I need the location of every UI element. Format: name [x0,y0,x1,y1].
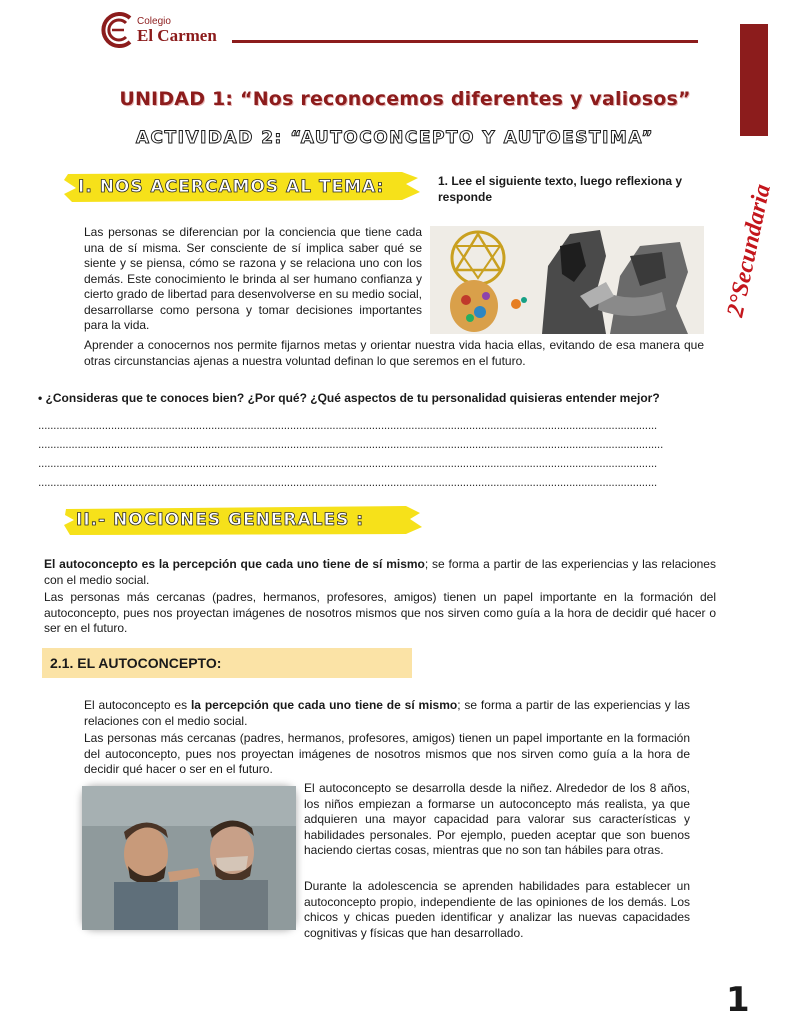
answer-line-3[interactable]: ............................................................................................................................................................................................................ [38,456,657,470]
page-number: 1 [726,980,750,1020]
unit-title: UNIDAD 1: “Nos reconocemos diferentes y valiosos” [119,88,691,110]
intro-paragraph: Las personas se diferencian por la conciencia que tiene cada una de sí misma. Ser consciente de sí implica saber qué se siente y se piensa, cómo se razona y se relaciona uno con los demás. Este conocimiento le brinda al ser humano confianza y cierto grado de libertad para desenvolverse en su medio social, desarrollarse como persona y tomar decisiones importantes para la vida. [84,225,422,332]
subsection-p1-start: El autoconcepto es [84,698,191,712]
subsection-p1-bold: la percepción que cada uno tiene de sí mismo [190,698,458,712]
section-heading-1 [62,170,422,204]
logo-school-name: El Carmen [137,26,217,45]
section-heading-2-label: II.- NOCIONES GENERALES : [76,510,365,530]
section-heading-1-label: I. NOS ACERCAMOS AL TEMA: [78,177,385,197]
mirror-portrait-photo [82,786,296,930]
answer-line-2[interactable]: .............................................................................................................................................................................................................. [38,437,664,451]
subsection-heading-label: 2.1. EL AUTOCONCEPTO: [50,655,222,671]
reflection-question: • ¿Consideras que te conoces bien? ¿Por qué? ¿Qué aspectos de tu personalidad quisieras entender mejor? [38,391,660,405]
reading-instruction: 1. Lee el siguiente texto, luego reflexiona y responde [438,174,683,204]
subsection-paragraph-4: Durante la adolescencia se aprenden habilidades para establecer un autoconcepto propio, independiente de las opiniones de los demás. Los chicos y chicas pueden identificar y analizar las nuevas capacidades cognitivas y físicas que han desarrollado. [304,879,690,940]
logo-subtitle: Colegio [137,16,171,27]
subsection-heading [42,648,412,678]
definition-paragraph [44,557,716,588]
subsection-paragraph-3: El autoconcepto se desarrolla desde la niñez. Alrededor de los 8 años, los niños empiezan a formarse un autoconcepto más realista, ya que adquieren una mayor capacidad para valorar sus características y habilidades personales. Por ejemplo, pueden aceptar que son buenos haciendo ciertas cosas, mientras que no son tan hábiles para otras. [304,781,690,857]
subsection-paragraph-1 [84,698,690,729]
definition-bold: El autoconcepto es la percepción que cada uno tiene de sí mismo [44,557,425,571]
subsection-p1-rest: ; se forma a partir de las experiencias y las relaciones con el medio social. [84,698,691,728]
logo-c-icon [100,10,136,50]
definition-paragraph-2: Las personas más cercanas (padres, hermanos, profesores, amigos) tienen un papel importante en la formación del autoconcepto, pues nos proyectan imágenes de nosotros mismos que nos sirven como guía a la hora de decidir qué hacer o ser en el futuro. [44,590,716,635]
subsection-paragraph-2: Las personas más cercanas (padres, hermanos, profesores, amigos) tienen un papel importante en la formación del autoconcepto, pues nos proyectan imágenes de nosotros mismos que nos sirven como guía a la hora de decidir qué hacer o ser en el futuro. [84,731,690,776]
definition-rest: ; se forma a partir de las experiencias y las relaciones con el medio social. [44,557,716,587]
answer-line-1[interactable]: ............................................................................................................................................................................................................ [38,418,657,432]
grade-label [712,160,776,320]
answer-line-4[interactable]: ............................................................................................................................................................................................................ [38,475,657,489]
activity-title: ACTIVIDAD 2: “AUTOCONCEPTO Y AUTOESTIMA” [135,128,655,148]
self-reflection-illustration [430,226,704,334]
section-heading-2 [62,503,424,537]
grade-label-text: 2°Secundaria [722,181,776,320]
school-logo [100,8,230,52]
header-rule [232,40,698,43]
corner-tab [740,24,768,136]
intro-paragraph-2: Aprender a conocernos nos permite fijarnos metas y orientar nuestra vida hacia ellas, evitando de esa manera que otras circunstancias ajenas a nuestra voluntad definan lo que seremos en el futuro. [84,338,704,368]
